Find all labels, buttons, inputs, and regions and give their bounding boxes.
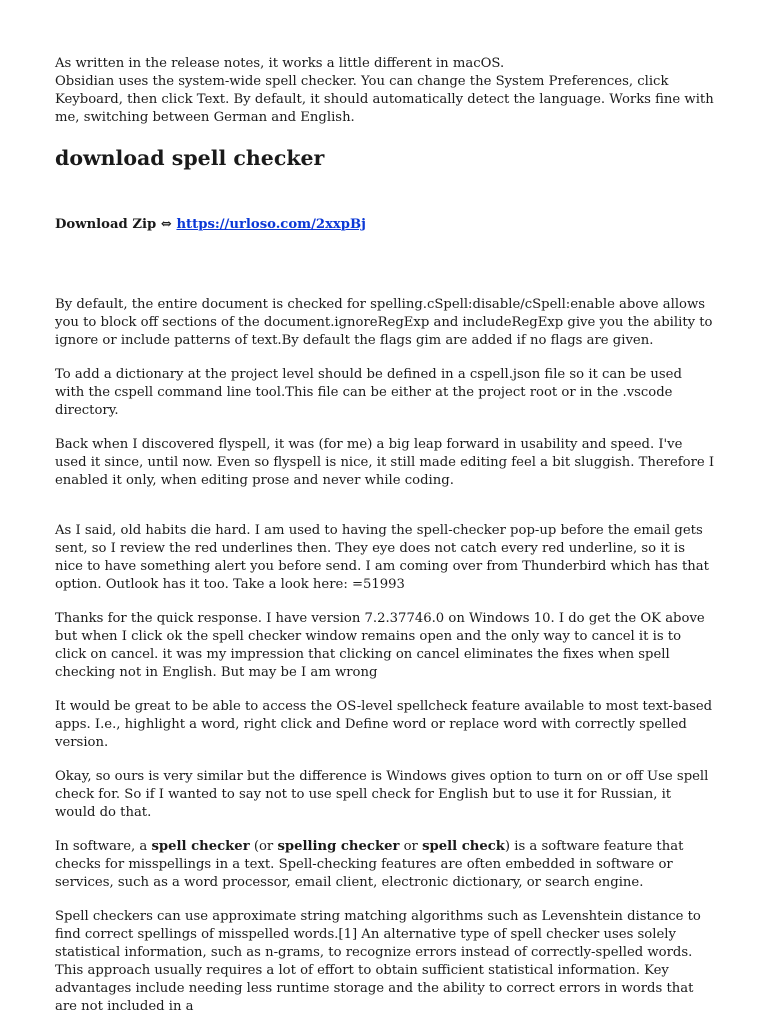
paragraph-flyspell: Back when I discovered flyspell, it was (for me) a big leap forward in usability and speed. I've used it since, until now. Even so flyspell is nice, it still made editing feel a bit sluggish. Therefore I enabled it only, when editing prose and never while coding.	[55, 437, 715, 488]
paragraph-old-habits: As I said, old habits die hard. I am used to having the spell-checker pop-up before the email gets sent, so I review the red underlines then. They eye does not catch every red underline, so it is nice to have something alert you before send. I am coming over from Thunderbird which has that option. Outlook has it too. Take a look here: =51993	[55, 523, 709, 592]
term-spell-check: spell check	[422, 839, 505, 854]
paragraph-definition	[55, 838, 715, 892]
intro-line-2: Obsidian uses the system-wide spell checker. You can change the System Preferences, click Keyboard, then click Text. By default, it should automatically detect the language. Works fine with me, switching between German and English.	[55, 74, 714, 125]
paragraph-quick-response: Thanks for the quick response. I have version 7.2.37746.0 on Windows 10. I do get the OK above but when I click ok the spell checker window remains open and the only way to cancel it is to click on cancel. it was my impression that clicking on cancel eliminates the fixes when spell checking not in English. But may be I am wrong	[55, 611, 705, 680]
paragraph-os-level: It would be great to be able to access the OS-level spellcheck feature available to most text-based apps. I.e., highlight a word, right click and Define word or replace word with correctly spelled version.	[55, 699, 713, 750]
definition-text-4: ) is a software feature that checks for misspellings in a text. Spell-checking features are often embedded in software or services, such as a word processor, email client, electronic dictionary, or search engine.	[55, 839, 684, 890]
intro-block	[55, 55, 715, 127]
definition-text-3: or	[399, 839, 423, 854]
term-spelling-checker: spelling checker	[277, 839, 400, 854]
double-arrow-icon: ⇔	[160, 217, 172, 232]
download-label: Download Zip	[55, 217, 157, 232]
download-line	[55, 216, 715, 234]
page-title: download spell checker	[55, 146, 325, 170]
paragraph-project-dictionary: To add a dictionary at the project level should be defined in a cspell.json file so it can be used with the cspell command line tool.This file can be either at the project root or in the .vscode directory.	[55, 367, 682, 418]
paragraph-windows-option: Okay, so ours is very similar but the difference is Windows gives option to turn on or off Use spell check for. So if I wanted to say not to use spell check for English but to use it for Russian, it would do that.	[55, 769, 709, 820]
term-spell-checker: spell checker	[151, 839, 250, 854]
definition-text-1: In software, a	[55, 839, 152, 854]
paragraph-algorithms: Spell checkers can use approximate string matching algorithms such as Levenshtein distance to find correct spellings of misspelled words.[1] An alternative type of spell checker uses solely statistical information, such as n-grams, to recognize errors instead of correctly-spelled words. This approach usually requires a lot of effort to obtain sufficient statistical information. Key advantages include needing less runtime storage and the ability to correct errors in words that are not included in a	[55, 909, 701, 1014]
intro-line-1: As written in the release notes, it works a little different in macOS.	[55, 56, 505, 71]
download-link[interactable]: https://urloso.com/2xxpBj	[176, 217, 366, 232]
definition-text-2: (or	[249, 839, 278, 854]
paragraph-default-checking: By default, the entire document is checked for spelling.cSpell:disable/cSpell:enable above allows you to block off sections of the document.ignoreRegExp and includeRegExp give you the ability to ignore or include patterns of text.By default the flags gim are added if no flags are given.	[55, 297, 713, 348]
document-page	[55, 55, 715, 1016]
